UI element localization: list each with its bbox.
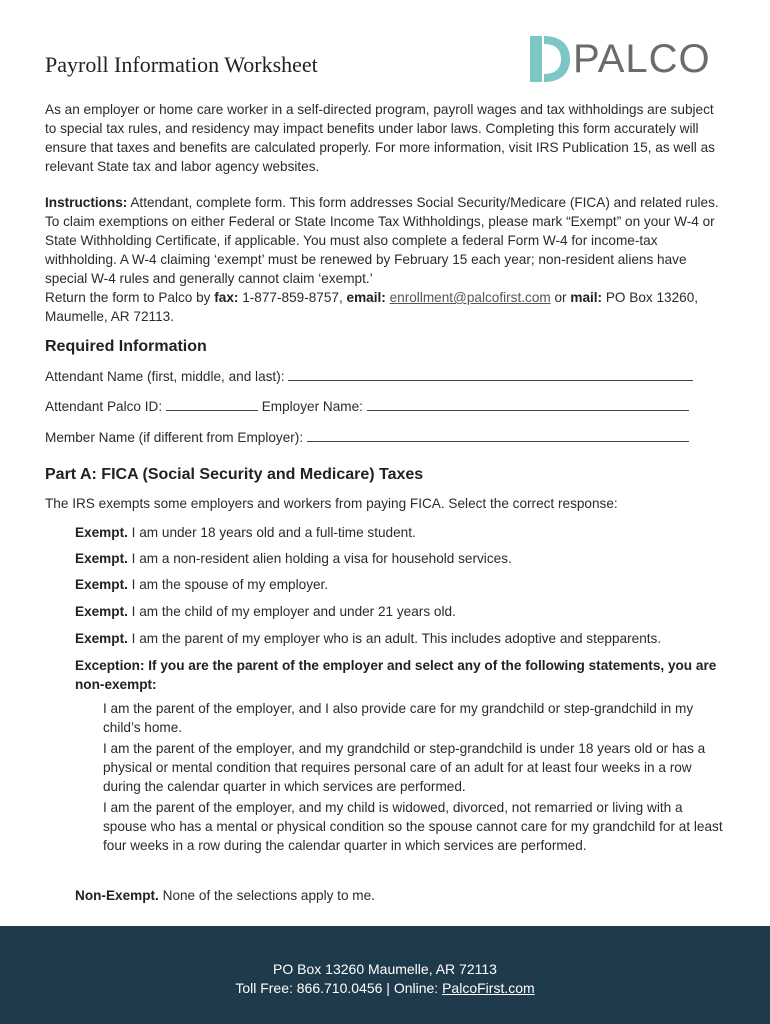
or-text: or xyxy=(550,290,571,305)
mail-label: mail: xyxy=(570,290,603,305)
exempt-option-student[interactable] xyxy=(75,525,416,540)
page-title: Payroll Information Worksheet xyxy=(45,52,318,77)
attendant-name-label: Attendant Name (first, middle, and last): xyxy=(45,369,285,384)
attendant-name-line[interactable] xyxy=(288,368,693,381)
fax-label: fax: xyxy=(214,290,239,305)
option-label: Exempt. xyxy=(75,525,128,540)
email-link[interactable]: enrollment@palcofirst.com xyxy=(389,290,551,305)
option-text: I am the parent of my employer who is an adult. This includes adoptive and stepparents. xyxy=(127,631,662,646)
option-text: None of the selections apply to me. xyxy=(158,888,375,903)
option-label: Exempt. xyxy=(75,577,128,592)
nonexempt-option-grandchild-home[interactable]: I am the parent of the employer, and I also provide care for my grandchild or step-grandchild in my child’s home. xyxy=(103,701,694,735)
palco-logo xyxy=(528,34,728,84)
return-text: Return the form to Palco by xyxy=(45,290,215,305)
email-label: email: xyxy=(346,290,386,305)
palco-d-logo-icon xyxy=(528,34,572,84)
palco-logo-text: PALCO xyxy=(573,37,711,81)
option-label: Exempt. xyxy=(75,631,128,646)
palco-id-label: Attendant Palco ID: xyxy=(45,399,163,414)
option-text: I am under 18 years old and a full-time student. xyxy=(127,525,416,540)
exempt-option-parent[interactable] xyxy=(75,631,661,646)
instructions-paragraph xyxy=(45,193,725,326)
exception-note: Exception: If you are the parent of the employer and select any of the following statements, you are non-exempt: xyxy=(75,658,717,692)
required-information-heading: Required Information xyxy=(45,338,207,355)
exempt-option-child[interactable] xyxy=(75,604,456,619)
part-a-heading: Part A: FICA (Social Security and Medicare) Taxes xyxy=(45,466,424,483)
nonexempt-option-grandchild-care[interactable]: I am the parent of the employer, and my grandchild or step-grandchild is under 18 years old or has a physical or mental condition that requires personal care of an adult for at least four weeks in a row during the calendar quarter in which services are performed. xyxy=(103,741,706,794)
palco-id-line[interactable] xyxy=(166,398,258,411)
exempt-option-spouse[interactable] xyxy=(75,577,328,592)
part-a-intro: The IRS exempts some employers and workers from paying FICA. Select the correct response: xyxy=(45,496,618,511)
option-text: I am the spouse of my employer. xyxy=(127,577,329,592)
option-text: I am the child of my employer and under 21 years old. xyxy=(127,604,456,619)
intro-paragraph: As an employer or home care worker in a self-directed program, payroll wages and tax withholdings are subject to special tax rules, and residency may impact benefits under labor laws. Completing this form accurately will ensure that taxes and benefits are calculated properly. For more information, visit IRS Publication 15, as well as relevant State tax and labor agency websites. xyxy=(45,102,715,174)
option-label: Exempt. xyxy=(75,551,128,566)
member-name-field[interactable] xyxy=(45,429,689,445)
nonexempt-option-child-widowed[interactable]: I am the parent of the employer, and my child is widowed, divorced, not remarried or living with a spouse who has a mental or physical condition so the spouse cannot care for my grandchild for at least four weeks in a row during the calendar quarter in which services are performed. xyxy=(103,800,723,853)
footer xyxy=(0,926,770,1024)
instructions-text: Attendant, complete form. This form addresses Social Security/Medicare (FICA) and related rules. To claim exemptions on either Federal or State Income Tax Withholdings, please mark “Exempt” on your W-4 or State Withholding Certificate, if applicable. You must also complete a federal Form W-4 for income-tax withholding. A W-4 claiming ‘exempt’ must be renewed by February 15 each year; non-resident aliens have special W-4 rules and generally cannot claim ‘exempt.’ xyxy=(45,195,719,286)
palco-id-employer-row xyxy=(45,398,689,414)
footer-address: PO Box 13260 Maumelle, AR 72113 xyxy=(273,961,497,977)
fax-number: 1-877-859-8757, xyxy=(238,290,347,305)
option-text: I am a non-resident alien holding a visa for household services. xyxy=(127,551,512,566)
option-label: Non-Exempt. xyxy=(75,888,159,903)
member-name-line[interactable] xyxy=(307,429,689,442)
footer-tollfree: Toll Free: 866.710.0456 | Online: xyxy=(235,980,443,996)
employer-name-line[interactable] xyxy=(367,398,689,411)
exempt-option-nonresident[interactable] xyxy=(75,551,512,566)
option-label: Exempt. xyxy=(75,604,128,619)
member-name-label: Member Name (if different from Employer): xyxy=(45,430,304,445)
mail-address: PO Box 13260, Maumelle, AR 72113. xyxy=(45,290,699,324)
non-exempt-option[interactable] xyxy=(75,888,375,903)
footer-website-link[interactable]: PalcoFirst.com xyxy=(442,980,535,996)
attendant-name-field[interactable] xyxy=(45,368,693,384)
instructions-label: Instructions: xyxy=(45,195,128,210)
employer-name-label: Employer Name: xyxy=(261,399,363,414)
footer-contact xyxy=(0,979,770,998)
